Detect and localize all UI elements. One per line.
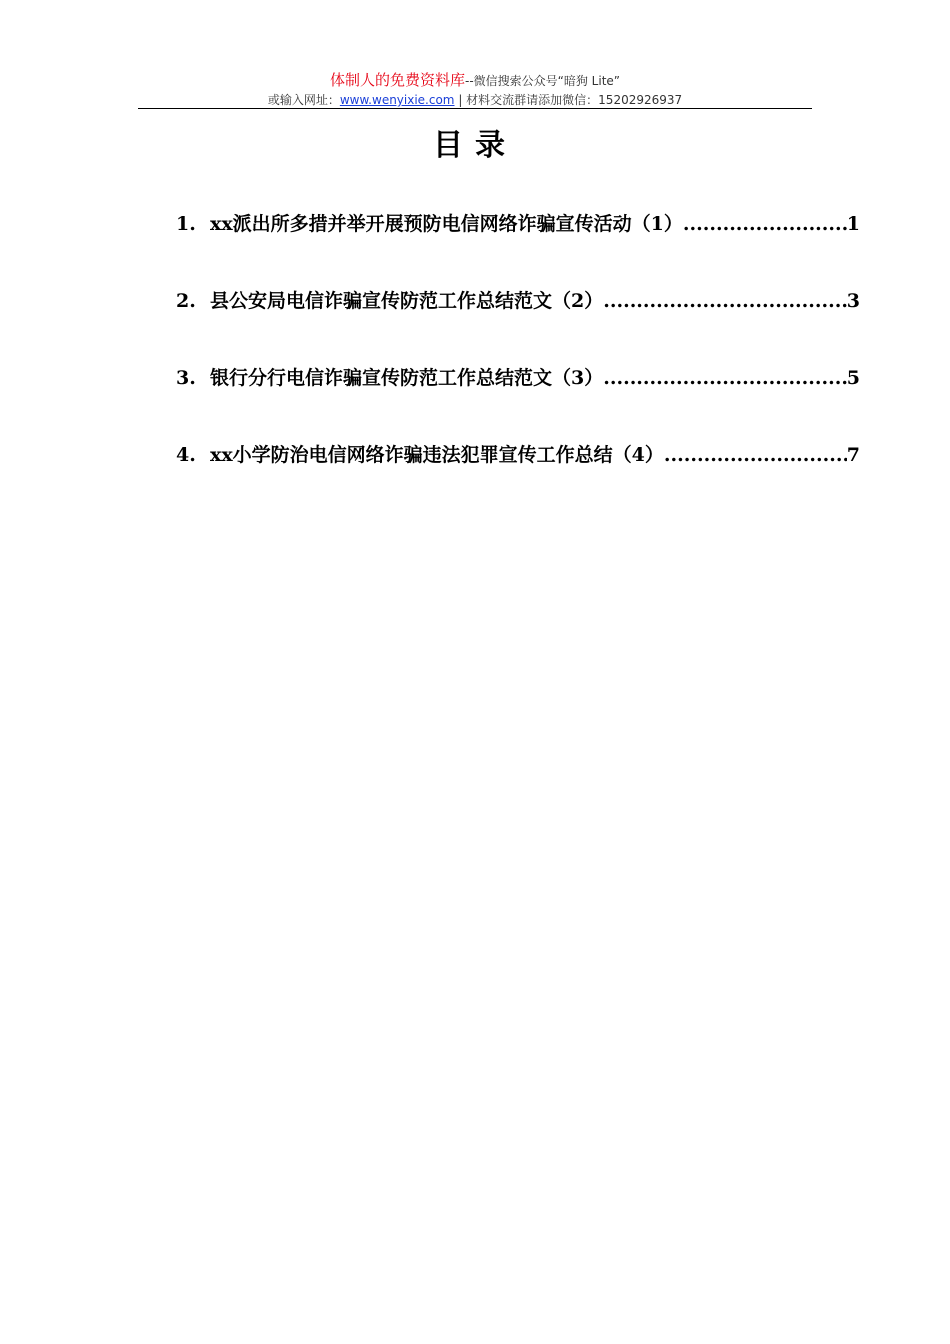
header-divider xyxy=(138,108,812,109)
brand-name: 体制人的免费资料库 xyxy=(329,71,465,89)
header-slogan: --微信搜索公众号“暗狗 Lite” xyxy=(464,74,621,88)
toc-entry[interactable] xyxy=(176,205,860,243)
toc-entry-title: xx小学防治电信网络诈骗违法犯罪宣传工作总结（4） xyxy=(210,444,664,466)
header-banner xyxy=(138,70,812,91)
toc-entry-number: 4. xyxy=(176,444,196,466)
contact-info: | 材料交流群请添加微信：15202926937 xyxy=(454,93,683,107)
toc-dot-leader xyxy=(683,205,847,243)
toc-entry-number: 1. xyxy=(176,213,196,235)
page-header xyxy=(138,70,812,109)
toc-entry-title: 县公安局电信诈骗宣传防范工作总结范文（2） xyxy=(210,290,604,312)
toc-entry-page: 1 xyxy=(846,213,860,235)
toc-entry-title: xx派出所多措并举开展预防电信网络诈骗宣传活动（1） xyxy=(210,213,683,235)
toc-entry-page: 5 xyxy=(846,367,860,389)
toc-dot-leader xyxy=(603,359,847,397)
website-link[interactable]: www.wenyixie.com xyxy=(339,93,455,107)
table-of-contents xyxy=(176,205,860,513)
toc-entry-title: 银行分行电信诈骗宣传防范工作总结范文（3） xyxy=(210,367,604,389)
toc-entry[interactable] xyxy=(176,282,860,320)
toc-entry[interactable] xyxy=(176,359,860,397)
toc-entry-number: 2. xyxy=(176,290,196,312)
toc-entry-number: 3. xyxy=(176,367,196,389)
toc-entry[interactable] xyxy=(176,436,860,474)
url-prefix: 或输入网址： xyxy=(267,93,340,107)
toc-entry-page: 3 xyxy=(846,290,860,312)
toc-entry-page: 7 xyxy=(846,444,860,466)
header-contact-line xyxy=(138,91,812,109)
toc-dot-leader xyxy=(603,282,847,320)
page-title: 目录 xyxy=(433,128,517,163)
toc-dot-leader xyxy=(664,436,847,474)
